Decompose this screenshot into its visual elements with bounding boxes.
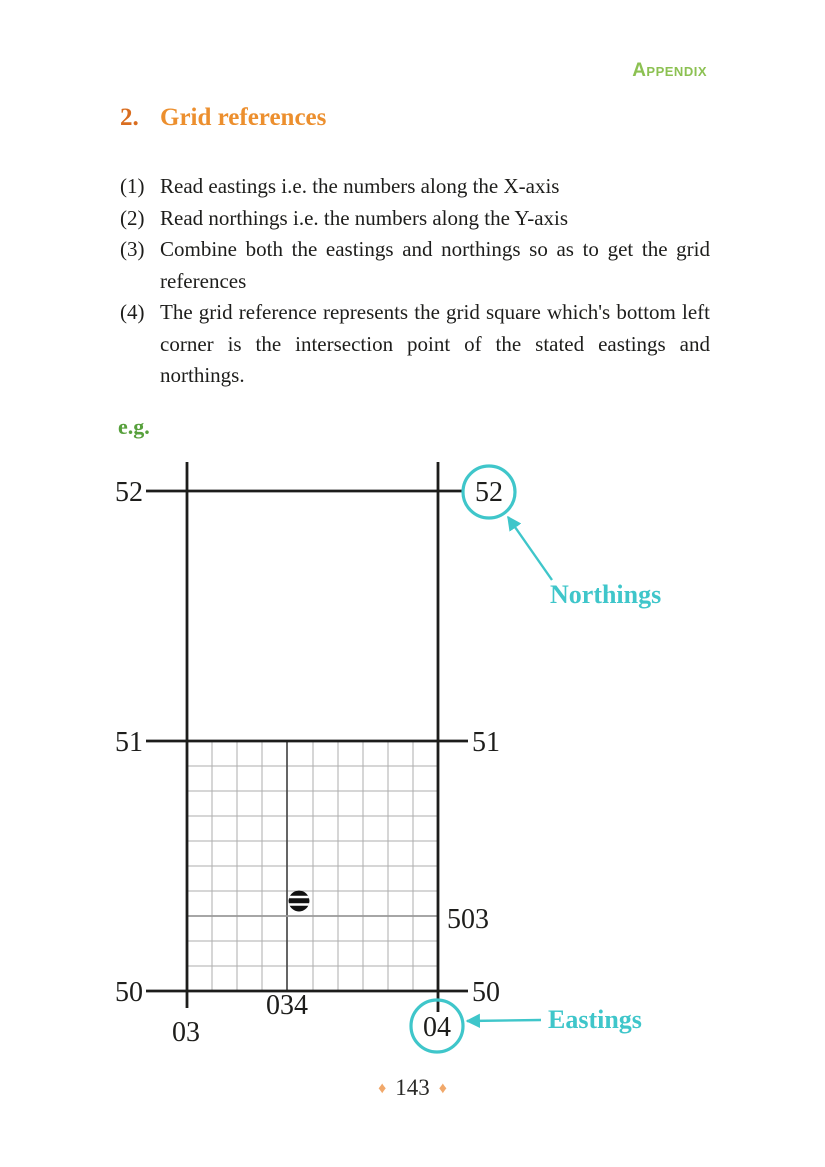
list-item-number: (3) bbox=[120, 237, 145, 261]
eastings-arrow bbox=[467, 1020, 541, 1021]
northing-51-left-label: 51 bbox=[115, 727, 143, 758]
northing-52-right-label: 52 bbox=[475, 477, 503, 508]
northing-50-left-label: 50 bbox=[115, 977, 143, 1008]
list-item-text: The grid reference represents the grid square which's bottom left corner is the intersection point of the stated eastings and northings. bbox=[160, 300, 710, 387]
northing-50-right-label: 50 bbox=[472, 977, 500, 1008]
diamond-ornament-left: ♦ bbox=[378, 1080, 387, 1097]
list-item-text: Read eastings i.e. the numbers along the X-axis bbox=[160, 174, 560, 198]
page-footer bbox=[0, 1075, 825, 1101]
subdivision-503-label: 503 bbox=[447, 904, 489, 935]
northing-52-left-label: 52 bbox=[115, 477, 143, 508]
eastings-text-label: Eastings bbox=[548, 1005, 642, 1034]
easting-03-label: 03 bbox=[172, 1017, 200, 1048]
list-item-number: (4) bbox=[120, 300, 145, 324]
northing-51-right-label: 51 bbox=[472, 727, 500, 758]
main-grid-lines bbox=[146, 462, 468, 1012]
example-label: e.g. bbox=[118, 414, 150, 439]
list-item-number: (2) bbox=[120, 205, 145, 230]
list-item-text: Combine both the eastings and northings so as to get the grid references bbox=[160, 237, 710, 293]
fine-grid-lines bbox=[187, 741, 438, 991]
northings-arrow bbox=[508, 517, 552, 580]
list-item-text: Read northings i.e. the numbers along the Y-axis bbox=[160, 205, 569, 230]
diamond-ornament-right: ♦ bbox=[438, 1080, 447, 1097]
list-item-number: (1) bbox=[120, 174, 145, 198]
section-title: Grid references bbox=[160, 104, 327, 131]
page-number: 143 bbox=[395, 1075, 430, 1100]
easting-04-label: 04 bbox=[423, 1012, 451, 1043]
appendix-header: Appendix bbox=[632, 60, 707, 81]
map-point-symbol bbox=[287, 891, 311, 912]
subdivision-034-label: 034 bbox=[266, 990, 308, 1021]
northings-text-label: Northings bbox=[550, 580, 662, 609]
section-number: 2. bbox=[120, 104, 139, 131]
